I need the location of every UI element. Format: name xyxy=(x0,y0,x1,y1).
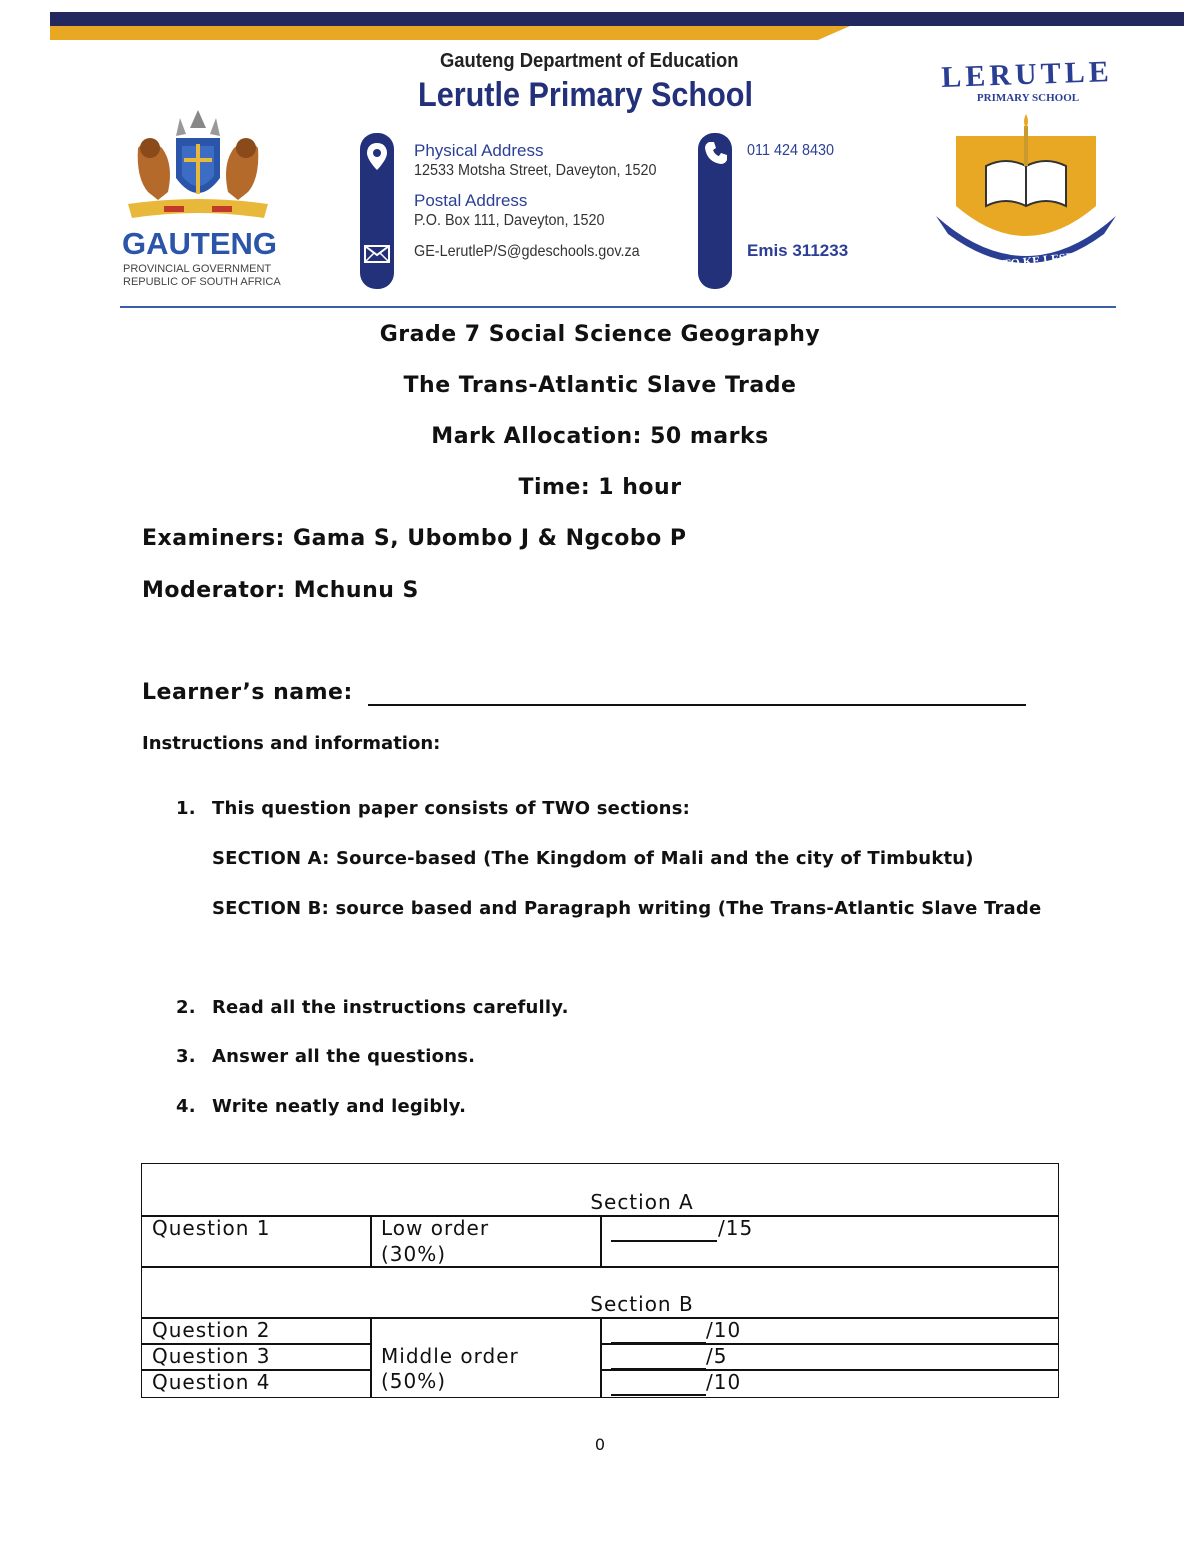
section-a-title: Section A xyxy=(590,1190,694,1214)
header-band-gold xyxy=(50,26,850,40)
order-cell-percent: (30%) xyxy=(381,1242,447,1266)
instruction-text: Answer all the questions. xyxy=(212,1046,476,1067)
department-name: Gauteng Department of Education xyxy=(440,50,739,72)
mark-allocation: Mark Allocation: 50 marks xyxy=(431,424,769,449)
learner-name-field[interactable] xyxy=(368,704,1026,706)
instruction-text: Write neatly and legibly. xyxy=(212,1096,467,1117)
table-rule xyxy=(370,1215,372,1267)
postal-address: P.O. Box 111, Daveyton, 1520 xyxy=(414,212,605,229)
gauteng-logo-line1: PROVINCIAL GOVERNMENT xyxy=(123,263,272,275)
learner-name-label: Learner’s name: xyxy=(142,680,353,705)
instruction-number: 3. xyxy=(176,1046,196,1067)
mark-blank[interactable] xyxy=(611,1394,706,1396)
emis-number: Emis 311233 xyxy=(747,241,849,260)
school-name: Lerutle Primary School xyxy=(418,76,754,114)
instruction-number: 4. xyxy=(176,1096,196,1117)
question-cell: Question 3 xyxy=(152,1344,271,1368)
mail-icon xyxy=(364,245,390,267)
instruction-number: 1. xyxy=(176,798,196,819)
physical-address-label: Physical Address xyxy=(414,141,544,160)
section-a-description: SECTION A: Source-based (The Kingdom of Mali and the city of Timbuktu) xyxy=(212,848,974,869)
examiners: Examiners: Gama S, Ubombo J & Ngcobo P xyxy=(142,526,687,551)
mark-total: /15 xyxy=(718,1216,754,1240)
instructions-title: Instructions and information: xyxy=(142,733,441,754)
location-pin-icon xyxy=(365,142,389,176)
table-rule xyxy=(600,1317,602,1398)
mark-total: /10 xyxy=(706,1370,742,1394)
moderator: Moderator: Mchunu S xyxy=(142,578,419,603)
order-cell-percent: (50%) xyxy=(381,1369,447,1393)
question-cell: Question 1 xyxy=(152,1216,271,1240)
mark-total: /10 xyxy=(706,1318,742,1342)
section-b-description: SECTION B: source based and Paragraph writing (The Trans-Atlantic Slave Trade xyxy=(212,898,1042,919)
section-b-title: Section B xyxy=(590,1292,694,1316)
table-rule xyxy=(600,1215,602,1267)
order-cell: Low order xyxy=(381,1216,490,1240)
mark-blank[interactable] xyxy=(611,1240,717,1242)
physical-address: 12533 Motsha Street, Daveyton, 1520 xyxy=(414,162,657,179)
instruction-text: This question paper consists of TWO sections: xyxy=(212,798,691,819)
crest-sub-text: PRIMARY SCHOOL xyxy=(976,92,1080,104)
page-number: 0 xyxy=(594,1435,606,1454)
header-divider xyxy=(120,306,1116,308)
mark-total: /5 xyxy=(706,1344,728,1368)
question-cell: Question 4 xyxy=(152,1370,271,1394)
gauteng-logo-title: GAUTENG xyxy=(122,226,277,261)
topic-title: The Trans-Atlantic Slave Trade xyxy=(403,373,797,398)
postal-address-label: Postal Address xyxy=(414,191,528,210)
table-rule xyxy=(370,1317,372,1398)
phone-number[interactable]: 011 424 8430 xyxy=(747,142,835,159)
mark-blank[interactable] xyxy=(611,1342,706,1344)
subject-title: Grade 7 Social Science Geography xyxy=(379,322,821,347)
instruction-text: Read all the instructions carefully. xyxy=(212,997,569,1018)
crest-arc-text: LERUTLE xyxy=(940,55,1114,94)
question-cell: Question 2 xyxy=(152,1318,271,1342)
order-cell: Middle order xyxy=(381,1344,519,1368)
phone-icon xyxy=(703,140,729,170)
header-band-navy xyxy=(50,12,1184,26)
time-allowed: Time: 1 hour xyxy=(518,475,682,500)
email-address[interactable]: GE-LerutleP/S@gdeschools.gov.za xyxy=(414,243,640,260)
instruction-number: 2. xyxy=(176,997,196,1018)
gauteng-coat-of-arms xyxy=(118,108,278,226)
crest-motto: THUTO KE LESEDI xyxy=(976,248,1088,274)
gauteng-logo-line2: REPUBLIC OF SOUTH AFRICA xyxy=(123,276,281,288)
mark-blank[interactable] xyxy=(611,1368,706,1370)
